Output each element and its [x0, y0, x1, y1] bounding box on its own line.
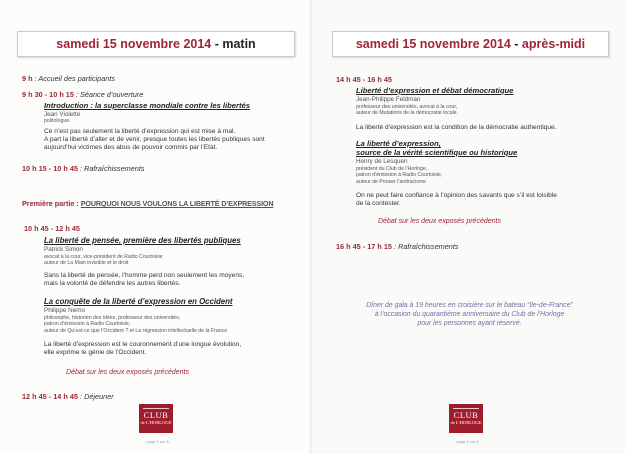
slot2-time: 10 h 45 - 12 h 45 — [24, 224, 80, 233]
talk2-role: président du Club de l’Horloge, patron d’émission à Radio Courtoisie, auteur de Penser l’antiracisme — [356, 166, 443, 185]
club-horloge-logo: CLUB de L'HORLOGE — [449, 404, 483, 433]
talk1-role: professeur des universités, avocat à la cour, auteur de Mutations de la démocratie locale — [356, 104, 458, 117]
debate-afternoon: Débat sur les deux exposés précédents — [378, 218, 501, 225]
intro-role: politologue. — [44, 118, 71, 124]
talk1-text: La liberté d’expression est la condition de la démocratie authentique. — [356, 124, 557, 131]
talk2-text: La liberté d’expression est le couronnement d’une longue évolution, elle exprime le génie de l’Occident. — [44, 341, 242, 357]
gala-note: Dîner de gala à 19 heures en croisière sur le bateau “Ile-de-France” à l’occasion du quarantième anniversaire du Club de l’Horloge pour les personnes ayant réservé. — [366, 302, 573, 327]
accueil-line: 9 h : Accueil des participants — [22, 74, 116, 83]
pause-line: 16 h 45 - 17 h 15 : Rafraîchissements — [336, 242, 459, 251]
talk2-speaker: Henry de Lesquen — [356, 158, 408, 165]
talk2-text: On ne peut faire confiance à l’opinion des savants que s’il est loisible de la contester. — [356, 192, 557, 208]
debate-morning: Débat sur les deux exposés précédents — [66, 369, 189, 376]
talk2-title: La conquête de la liberté d’expression en Occident — [44, 297, 233, 306]
talk1-title: Liberté d’expression et débat démocratique — [356, 86, 514, 95]
talk1-role: avocat à la cour, vice-président de Radio Courtoisie auteur de La Main invisible et le droit — [44, 254, 163, 267]
seance-line: 9 h 30 - 10 h 15 : Séance d’ouverture — [22, 90, 144, 99]
talk1-speaker: Jean-Philippe Feldman — [356, 96, 421, 103]
banner-session: après-midi — [521, 37, 586, 51]
talk1-title: La liberté de pensée, première des libertés publiques — [44, 236, 241, 245]
intro-title: Introduction : la superclasse mondiale contre les libertés — [44, 101, 250, 110]
page-left — [0, 0, 312, 454]
banner-session: matin — [222, 37, 256, 51]
intro-text: Ce n’est pas seulement la liberté d’expression qui est mise à mal. A part la liberté d’aller et de venir, presque toutes les libertés publiques sont aujourd’hui victimes des abus de pouvoir commis par l’Etat. — [44, 128, 265, 152]
pause1-line: 10 h 15 - 10 h 45 : Rafraîchissements — [22, 164, 145, 173]
banner-afternoon: samedi 15 novembre 2014 - après-midi — [332, 31, 609, 57]
page-footer: - page 2 sur 6 - — [454, 439, 482, 444]
banner-morning: samedi 15 novembre 2014 - matin — [17, 31, 295, 57]
slot1-time: 14 h 45 - 16 h 45 — [336, 75, 392, 84]
talk1-speaker: Patrick Simon — [44, 246, 83, 253]
talk1-text: Sans la liberté de pensée, l’homme perd non seulement les moyens, mais la volonté de défendre les autres libertés. — [44, 272, 245, 288]
intro-speaker: Jean Violette — [44, 111, 81, 118]
part-heading: Première partie : POURQUOI NOUS VOULONS LA LIBERTÉ D’EXPRESSION — [22, 199, 274, 208]
lunch-line: 12 h 45 - 14 h 45 : Déjeuner — [22, 392, 114, 401]
talk2-speaker: Philippe Nemo — [44, 307, 85, 314]
banner-date: samedi 15 novembre 2014 — [355, 37, 511, 51]
page-right — [312, 0, 625, 454]
talk2-title: La liberté d’expression, source de la vérité scientifique ou historique — [356, 139, 518, 157]
page-footer: - page 1 sur 6 - — [144, 439, 172, 444]
talk2-role: philosophe, historien des idées, professeur des universités, patron d’émission à Radio Courtoisie, auteur de Qu’est-ce que l’Occident ? et La régression intellectuelle de la France — [44, 315, 228, 334]
banner-date: samedi 15 novembre 2014 — [56, 37, 212, 51]
club-horloge-logo: CLUB de L'HORLOGE — [139, 404, 173, 433]
